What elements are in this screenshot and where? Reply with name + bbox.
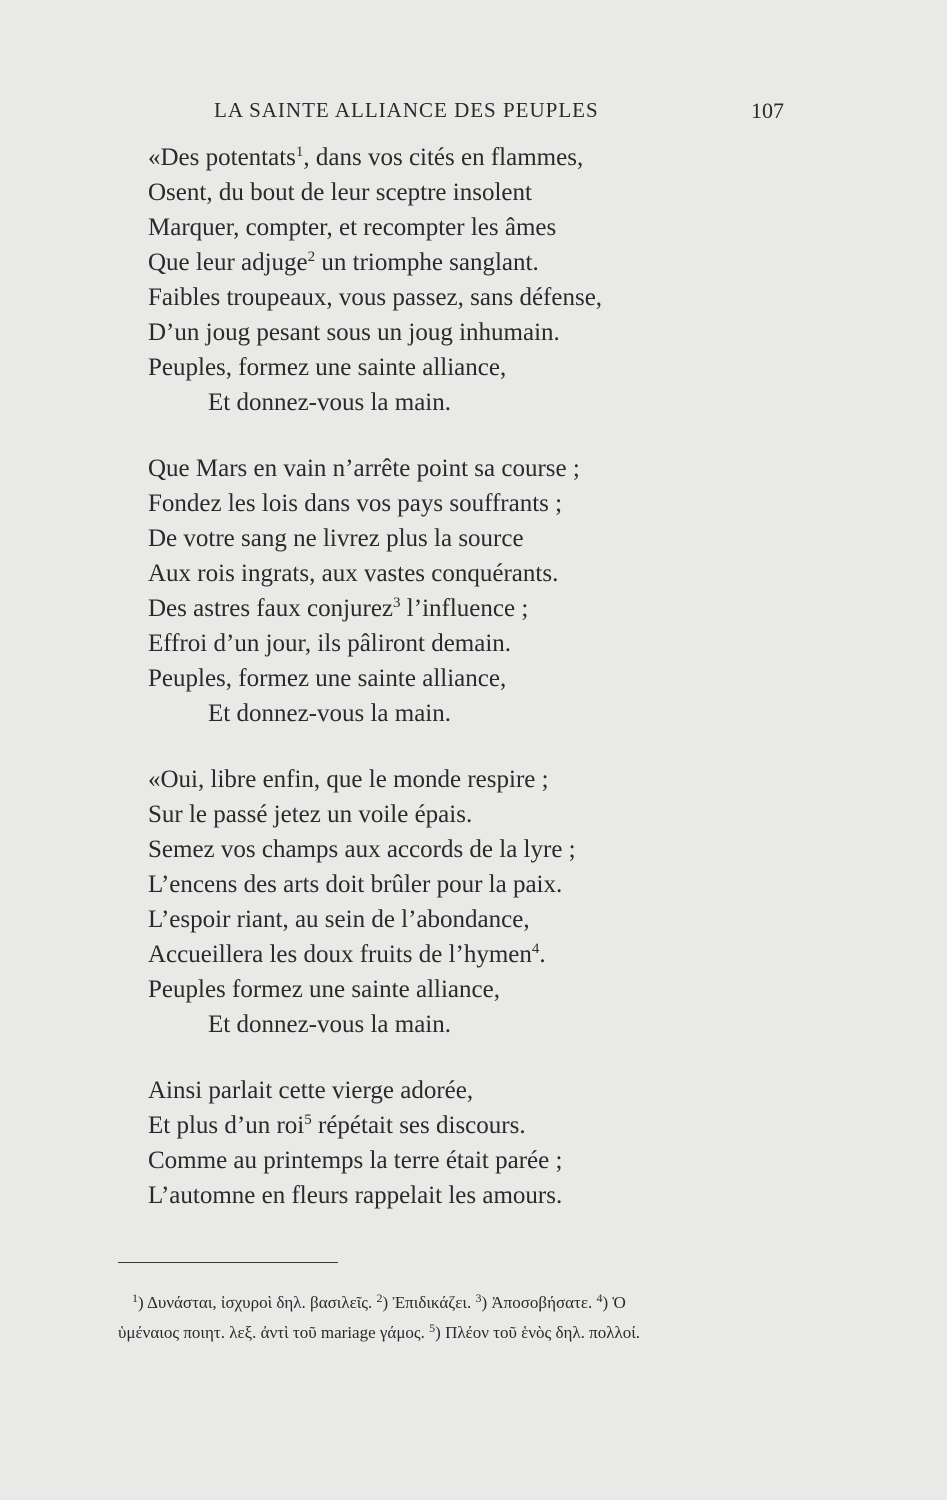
poem	[148, 140, 828, 1244]
refrain-line-indented: Et donnez-vous la main.	[208, 389, 451, 416]
footnote-text: ) Δυνάσται, ἰσχυροὶ δηλ. βασιλεῖς.	[138, 1293, 377, 1312]
refrain-line-indented: Et donnez-vous la main.	[208, 1011, 451, 1038]
footnote-text: ) Ἀποσοβήσατε.	[481, 1293, 597, 1312]
footnote-text: ) Πλέον τοῦ ἑνὸς δηλ. πολλοί.	[435, 1323, 641, 1342]
verse-line: Que Mars en vain n’arrête point sa course ;	[148, 455, 580, 482]
verse-line: Des astres faux conjurez$^3$ l’influence ;	[148, 595, 529, 622]
page-number: 107	[751, 98, 784, 123]
verse-line: L’encens des arts doit brûler pour la paix.	[148, 871, 563, 898]
footnote-number: 3	[475, 1291, 482, 1305]
verse-line: Accueillera les doux fruits de l’hymen$^4$.	[148, 941, 546, 968]
verse-line: L’espoir riant, au sein de l’abondance,	[148, 906, 530, 933]
footnote-ref: 1	[295, 144, 304, 160]
refrain-line: Peuples formez une sainte alliance,	[148, 976, 500, 1003]
stanza-2	[148, 451, 828, 731]
footnote-text: ) Ὁ	[602, 1293, 626, 1312]
footnote-number: 2	[376, 1291, 383, 1305]
footnote-number: 5	[429, 1321, 436, 1335]
verse-line: Fondez les lois dans vos pays souffrants ;	[148, 490, 563, 517]
verse-line: D’un joug pesant sous un joug inhumain.	[148, 319, 560, 346]
stanza-3	[148, 762, 828, 1042]
verse-line: Sur le passé jetez un voile épais.	[148, 801, 473, 828]
verse-line: Que leur adjuge$^2$ un triomphe sanglant.	[148, 249, 539, 276]
refrain-line: Peuples, formez une sainte alliance,	[148, 354, 507, 381]
verse-line: Semez vos champs aux accords de la lyre ;	[148, 836, 576, 863]
running-head	[150, 98, 800, 128]
footnote-ref: 2	[307, 249, 316, 265]
footnote-ref: 5	[304, 1112, 312, 1128]
running-title: LA SAINTE ALLIANCE DES PEUPLES	[214, 98, 599, 122]
footnotes	[118, 1288, 798, 1348]
verse-line: Ainsi parlait cette vierge adorée,	[148, 1077, 474, 1104]
verse-line: Faibles troupeaux, vous passez, sans défense,	[148, 284, 603, 311]
verse-line: Effroi d’un jour, ils pâliront demain.	[148, 630, 512, 657]
footnote-ref: 3	[393, 595, 401, 611]
verse-line: De votre sang ne livrez plus la source	[148, 525, 524, 552]
footnote-number: 4	[596, 1291, 603, 1305]
refrain-line-indented: Et donnez-vous la main.	[208, 700, 451, 727]
verse-line: L’automne en fleurs rappelait les amours.	[148, 1182, 563, 1209]
footnote-line-2	[118, 1318, 798, 1348]
stanza-4	[148, 1073, 828, 1213]
verse-line: «Des potentats$^1$, dans vos cités en flammes,	[148, 144, 584, 171]
verse-line: Comme au printemps la terre était parée ;	[148, 1147, 563, 1174]
refrain-line: Peuples, formez une sainte alliance,	[148, 665, 507, 692]
footnote-line-1	[118, 1288, 798, 1318]
verse-line: Osent, du bout de leur sceptre insolent	[148, 179, 532, 206]
stanza-1	[148, 140, 828, 420]
verse-line: Marquer, compter, et recompter les âmes	[148, 214, 557, 241]
verse-line: Aux rois ingrats, aux vastes conquérants.	[148, 560, 559, 587]
footnote-rule	[118, 1262, 338, 1263]
verse-line: Et plus d’un roi$^5$ répétait ses discours.	[148, 1112, 526, 1139]
footnote-number: 1	[132, 1291, 138, 1305]
verse-line: «Oui, libre enfin, que le monde respire ;	[148, 766, 549, 793]
footnote-ref: 4	[531, 941, 540, 957]
footnote-text: ὑμέναιος ποιητ. λεξ. ἀντὶ τοῦ mariage γάμος.	[118, 1323, 430, 1342]
footnote-text: ) Ἐπιδικάζει.	[382, 1293, 476, 1312]
